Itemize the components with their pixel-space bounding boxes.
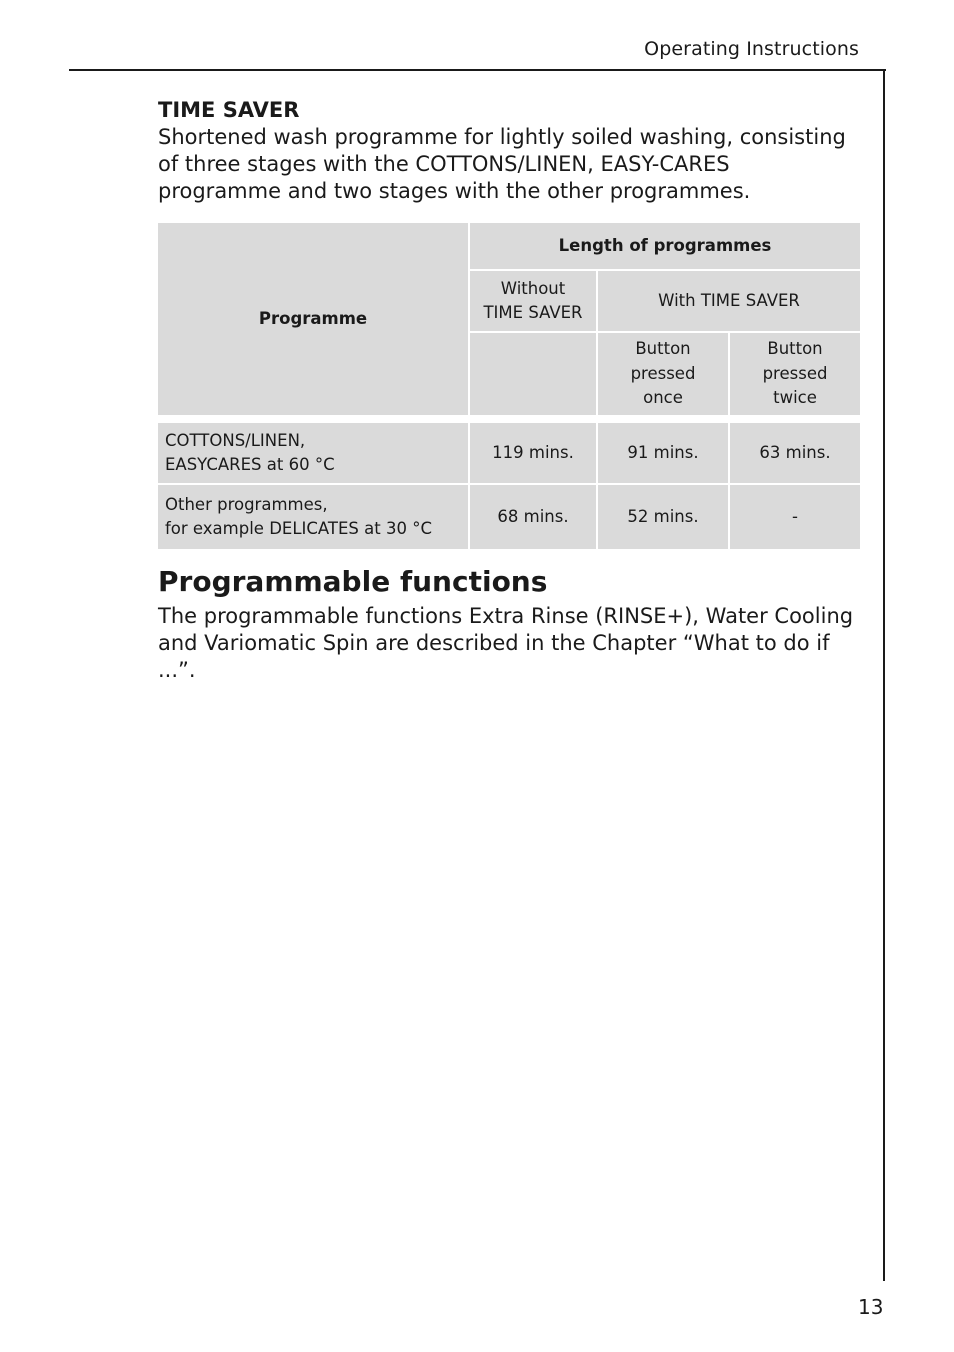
- twice-cell: -: [730, 485, 860, 549]
- programmable-functions-title: Programmable functions: [158, 565, 548, 598]
- once-cell: 52 mins.: [598, 485, 728, 549]
- programmable-functions-description: The programmable functions Extra Rinse (RINSE+), Water Cooling and Variomatic Spin are described in the Chapter “What to do if ...”.: [158, 604, 854, 682]
- time-saver-description: Shortened wash programme for lightly soiled washing, consisting of three stages with the COTTONS/LINEN, EASY-CARES programme and two stages with the other programmes.: [158, 125, 846, 203]
- header-rule: [69, 69, 886, 71]
- once-cell: 91 mins.: [598, 423, 728, 483]
- empty-header-cell: [470, 333, 596, 415]
- time-saver-title: TIME SAVER: [158, 98, 300, 122]
- programme-length-table: [156, 221, 862, 551]
- length-header: Length of programmes: [470, 223, 860, 269]
- without-cell: 68 mins.: [470, 485, 596, 549]
- pressed-once-header: Button pressed once: [598, 333, 728, 415]
- with-time-saver-header: With TIME SAVER: [598, 271, 860, 331]
- programme-header: Programme: [158, 223, 468, 415]
- page-content: [158, 96, 858, 684]
- twice-cell: 63 mins.: [730, 423, 860, 483]
- pressed-twice-header: Button pressed twice: [730, 333, 860, 415]
- page-number: 13: [858, 1295, 884, 1319]
- table-row: [158, 423, 860, 483]
- running-header: Operating Instructions: [644, 38, 859, 60]
- without-time-saver-header: Without TIME SAVER: [470, 271, 596, 331]
- table-gap: [158, 417, 860, 421]
- margin-rule: [883, 69, 885, 1281]
- programme-cell: COTTONS/LINEN, EASYCARES at 60 °C: [158, 423, 468, 483]
- programme-cell: Other programmes, for example DELICATES at 30 °C: [158, 485, 468, 549]
- table-row: [158, 485, 860, 549]
- without-cell: 119 mins.: [470, 423, 596, 483]
